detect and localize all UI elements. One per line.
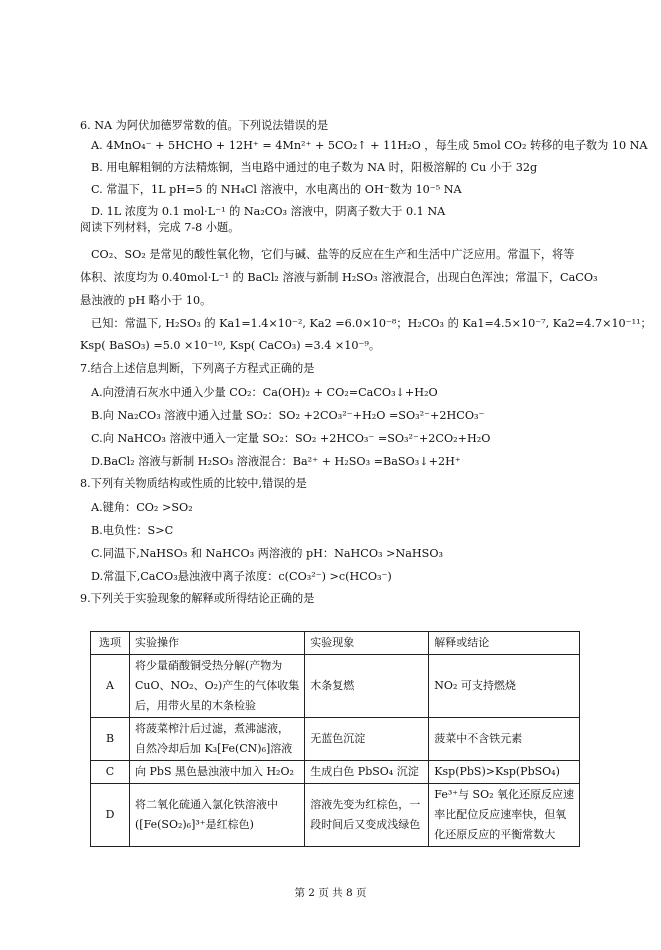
cell-line: 化还原反应的平衡常数大: [434, 828, 556, 841]
cell-line: 将菠菜榨汁后过滤，煮沸滤液，: [135, 722, 289, 735]
cell-line: 生成白色 PbSO₄ 沉淀: [310, 765, 419, 778]
row-option: A: [91, 655, 130, 718]
table-header-row: [91, 632, 580, 655]
cell-line: ([Fe(SO₂)₆]³⁺是红棕色): [135, 818, 254, 831]
cell-line: 率比配位反应速率快，但氧: [434, 808, 567, 821]
q6-option-c: C. 常温下，1L pH=5 的 NH₄Cl 溶液中，水电离出的 OH⁻数为 10⁻⁵ NA: [91, 183, 462, 196]
row-option: B: [91, 718, 130, 761]
table-row: [91, 761, 580, 784]
row-operation: [130, 784, 305, 847]
cell-line: 将二氧化硫通入氯化铁溶液中: [135, 798, 278, 811]
header-conclusion: 解释或结论: [429, 632, 580, 655]
reading-constants-line-2: Ksp( BaSO₃) =5.0 ×10⁻¹⁰, Ksp( CaCO₃) =3.4 ×10⁻⁹。: [80, 339, 381, 352]
reading-paragraph-line-1: CO₂、SO₂ 是常见的酸性氧化物，它们与碱、盐等的反应在生产和生活中广泛应用。常温下，将等: [91, 248, 575, 261]
row-conclusion: [429, 784, 580, 847]
q9-table: [90, 631, 580, 847]
header-option: 选项: [91, 632, 130, 655]
page-footer: 第 2 页 共 8 页: [294, 887, 367, 899]
row-conclusion: [429, 655, 580, 718]
q6-option-a: A. 4MnO₄⁻ + 5HCHO + 12H⁺ = 4Mn²⁺ + 5CO₂↑ + 11H₂O ，每生成 5mol CO₂ 转移的电子数为 10 NA: [91, 139, 648, 152]
q7-option-c: C.向 NaHCO₃ 溶液中通入一定量 SO₂：SO₂ +2HCO₃⁻ =SO₃²⁻+2CO₂+H₂O: [91, 432, 491, 445]
cell-line: 菠菜中不含铁元素: [434, 732, 523, 745]
table-row: [91, 655, 580, 718]
row-operation: [130, 718, 305, 761]
reading-intro: 阅读下列材料，完成 7-8 小题。: [80, 221, 240, 234]
row-phenomenon: [305, 718, 429, 761]
q6-option-d: D. 1L 浓度为 0.1 mol·L⁻¹ 的 Na₂CO₃ 溶液中，阴离子数大于 0.1 NA: [91, 205, 446, 218]
header-phenomenon: 实验现象: [305, 632, 429, 655]
reading-paragraph-line-2: 体积、浓度均为 0.40mol·L⁻¹ 的 BaCl₂ 溶液与新制 H₂SO₃ 溶液混合，出现白色浑浊；常温下，CaCO₃: [80, 271, 598, 284]
cell-line: NO₂ 可支持燃烧: [434, 679, 516, 692]
row-operation: [130, 655, 305, 718]
q8-option-a: A.键角：CO₂ >SO₂: [91, 501, 193, 514]
cell-line: Fe³⁺与 SO₂ 氧化还原反应速: [434, 788, 575, 801]
q7-stem: 7.结合上述信息判断，下列离子方程式正确的是: [80, 362, 315, 375]
row-conclusion: [429, 761, 580, 784]
row-conclusion: [429, 718, 580, 761]
cell-line: 木条复燃: [310, 679, 355, 692]
q7-option-d: D.BaCl₂ 溶液与新制 H₂SO₃ 溶液混合：Ba²⁺ + H₂SO₃ =BaSO₃↓+2H⁺: [91, 455, 461, 468]
cell-line: Ksp(PbS)>Ksp(PbSO₄): [434, 765, 560, 778]
table-row: [91, 784, 580, 847]
cell-line: 无蓝色沉淀: [310, 732, 366, 745]
row-operation: [130, 761, 305, 784]
row-option: D: [91, 784, 130, 847]
cell-line: 自然冷却后加 K₃[Fe(CN)₆]溶液: [135, 742, 293, 755]
cell-line: 将少量硝酸铜受热分解(产物为: [135, 659, 283, 672]
reading-constants-line-1: 已知：常温下, H₂SO₃ 的 Ka1=1.4×10⁻², Ka2 =6.0×10⁻⁸；H₂CO₃ 的 Ka1=4.5×10⁻⁷, Ka2=4.7×10⁻¹¹；: [91, 317, 652, 330]
row-phenomenon: [305, 655, 429, 718]
cell-line: 向 PbS 黑色悬浊液中加入 H₂O₂: [135, 765, 294, 778]
q7-option-b: B.向 Na₂CO₃ 溶液中通入过量 SO₂：SO₂ +2CO₃²⁻+H₂O =SO₃²⁻+2HCO₃⁻: [91, 409, 485, 422]
q6-option-b: B. 用电解粗铜的方法精炼铜，当电路中通过的电子数为 NA 时，阳极溶解的 Cu 小于 32g: [91, 161, 538, 174]
q7-option-a: A.向澄清石灰水中通入少量 CO₂：Ca(OH)₂ + CO₂=CaCO₃↓+H₂O: [91, 386, 438, 399]
cell-line: 段时间后又变成浅绿色: [310, 818, 421, 831]
row-phenomenon: [305, 784, 429, 847]
reading-paragraph-line-3: 悬浊液的 pH 略小于 10。: [80, 294, 212, 307]
q6-stem: 6. NA 为阿伏加德罗常数的值。下列说法错误的是: [80, 119, 329, 132]
q8-option-b: B.电负性：S>C: [91, 524, 174, 537]
row-phenomenon: [305, 761, 429, 784]
cell-line: 溶液先变为红棕色，一: [310, 798, 421, 811]
header-operation: 实验操作: [130, 632, 305, 655]
q9-stem: 9.下列关于实验现象的解释或所得结论正确的是: [80, 592, 315, 605]
q8-option-d: D.常温下,CaCO₃悬浊液中离子浓度：c(CO₃²⁻) >c(HCO₃⁻): [91, 570, 392, 583]
q8-option-c: C.同温下,NaHSO₃ 和 NaHCO₃ 两溶液的 pH：NaHCO₃ >NaHSO₃: [91, 547, 443, 560]
cell-line: 后，用带火星的木条检验: [135, 699, 256, 712]
cell-line: CuO、NO₂、O₂)产生的气体收集: [135, 679, 300, 692]
row-option: C: [91, 761, 130, 784]
table-row: [91, 718, 580, 761]
q8-stem: 8.下列有关物质结构或性质的比较中,错误的是: [80, 477, 307, 490]
